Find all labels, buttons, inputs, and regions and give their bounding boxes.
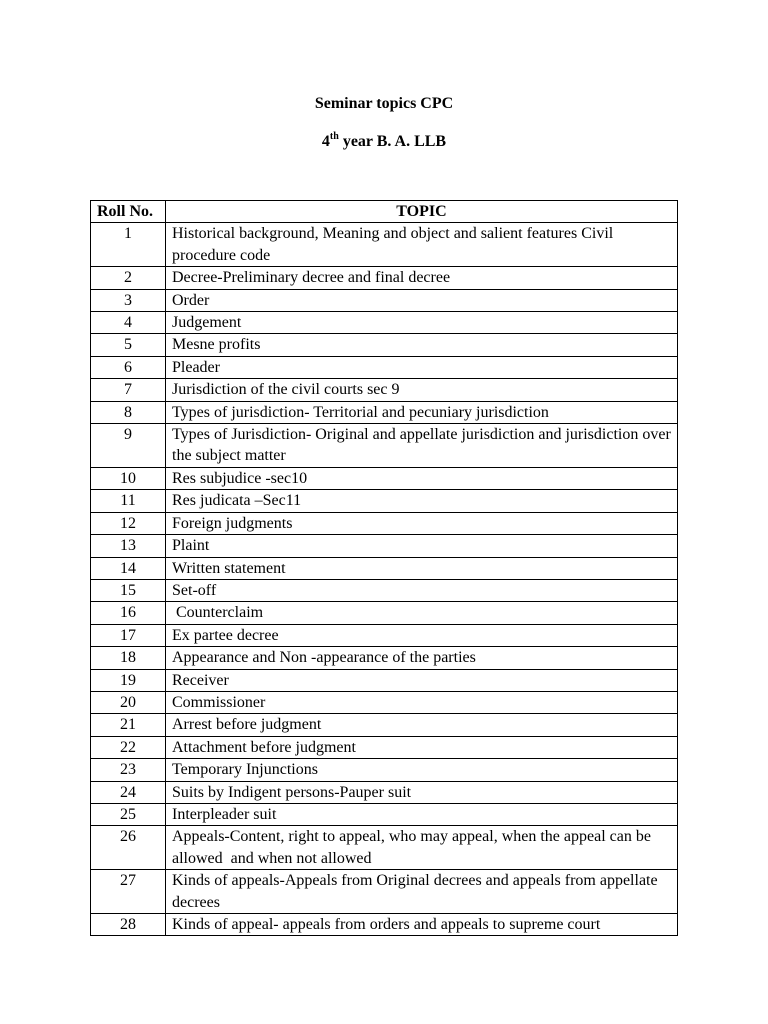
roll-number-cell: 8 bbox=[91, 401, 166, 423]
roll-number-cell: 2 bbox=[91, 267, 166, 289]
topic-cell: Res subjudice -sec10 bbox=[166, 467, 678, 489]
roll-number-cell: 10 bbox=[91, 467, 166, 489]
table-header-row bbox=[91, 201, 678, 223]
roll-number-cell: 27 bbox=[91, 870, 166, 914]
topic-cell: Appearance and Non -appearance of the parties bbox=[166, 647, 678, 669]
table-row bbox=[91, 914, 678, 936]
table-row bbox=[91, 312, 678, 334]
topic-cell: Types of Jurisdiction- Original and appellate jurisdiction and jurisdiction over the subject matter bbox=[166, 424, 678, 468]
table-row bbox=[91, 714, 678, 736]
topic-cell: Order bbox=[166, 289, 678, 311]
topic-cell: Receiver bbox=[166, 669, 678, 691]
document-title: Seminar topics CPC bbox=[314, 95, 454, 112]
subtitle-course: year B. A. LLB bbox=[338, 133, 447, 150]
topic-cell: Kinds of appeal- appeals from orders and appeals to supreme court bbox=[166, 914, 678, 936]
table-row bbox=[91, 512, 678, 534]
table-row bbox=[91, 467, 678, 489]
table-row bbox=[91, 579, 678, 601]
roll-number-cell: 21 bbox=[91, 714, 166, 736]
topic-cell: Interpleader suit bbox=[166, 803, 678, 825]
table-row bbox=[91, 424, 678, 468]
table-row bbox=[91, 870, 678, 914]
topic-cell: Judgement bbox=[166, 312, 678, 334]
topic-cell: Kinds of appeals-Appeals from Original decrees and appeals from appellate decrees bbox=[166, 870, 678, 914]
topic-cell: Jurisdiction of the civil courts sec 9 bbox=[166, 379, 678, 401]
topic-cell: Plaint bbox=[166, 535, 678, 557]
topic-cell: Appeals-Content, right to appeal, who may appeal, when the appeal can be allowed and when not allowed bbox=[166, 826, 678, 870]
roll-number-cell: 6 bbox=[91, 356, 166, 378]
roll-number-cell: 20 bbox=[91, 691, 166, 713]
table-row bbox=[91, 334, 678, 356]
table-row bbox=[91, 826, 678, 870]
table-row bbox=[91, 781, 678, 803]
roll-number-cell: 15 bbox=[91, 579, 166, 601]
topic-cell: Mesne profits bbox=[166, 334, 678, 356]
topic-rows bbox=[91, 223, 678, 936]
topic-cell: Written statement bbox=[166, 557, 678, 579]
table-row bbox=[91, 736, 678, 758]
roll-number-cell: 5 bbox=[91, 334, 166, 356]
topic-cell: Historical background, Meaning and object and salient features Civil procedure code bbox=[166, 223, 678, 267]
table-row bbox=[91, 602, 678, 624]
roll-number-cell: 13 bbox=[91, 535, 166, 557]
topic-header: TOPIC bbox=[166, 201, 678, 223]
topic-cell: Counterclaim bbox=[166, 602, 678, 624]
table-row bbox=[91, 803, 678, 825]
table-row bbox=[91, 267, 678, 289]
roll-number-cell: 18 bbox=[91, 647, 166, 669]
roll-number-cell: 25 bbox=[91, 803, 166, 825]
roll-number-cell: 24 bbox=[91, 781, 166, 803]
topic-cell: Commissioner bbox=[166, 691, 678, 713]
roll-number-cell: 4 bbox=[91, 312, 166, 334]
topic-cell: Arrest before judgment bbox=[166, 714, 678, 736]
table-row bbox=[91, 624, 678, 646]
roll-number-cell: 7 bbox=[91, 379, 166, 401]
topic-cell: Pleader bbox=[166, 356, 678, 378]
topic-cell: Ex partee decree bbox=[166, 624, 678, 646]
roll-number-cell: 22 bbox=[91, 736, 166, 758]
topic-cell: Res judicata –Sec11 bbox=[166, 490, 678, 512]
table-row bbox=[91, 669, 678, 691]
topic-cell: Decree-Preliminary decree and final decree bbox=[166, 267, 678, 289]
table-row bbox=[91, 356, 678, 378]
roll-number-cell: 3 bbox=[91, 289, 166, 311]
roll-number-cell: 17 bbox=[91, 624, 166, 646]
topic-cell: Attachment before judgment bbox=[166, 736, 678, 758]
table-row bbox=[91, 557, 678, 579]
roll-number-cell: 26 bbox=[91, 826, 166, 870]
subtitle-year-number: 4 bbox=[321, 133, 330, 150]
table-row bbox=[91, 647, 678, 669]
roll-number-header: Roll No. bbox=[91, 201, 166, 223]
roll-number-cell: 1 bbox=[91, 223, 166, 267]
seminar-topics-table bbox=[90, 200, 678, 936]
document-subtitle bbox=[0, 132, 768, 152]
table-row bbox=[91, 401, 678, 423]
roll-number-cell: 23 bbox=[91, 759, 166, 781]
topic-cell: Types of jurisdiction- Territorial and pecuniary jurisdiction bbox=[166, 401, 678, 423]
subtitle-ordinal-suffix: th bbox=[329, 130, 339, 142]
roll-number-cell: 19 bbox=[91, 669, 166, 691]
roll-number-cell: 14 bbox=[91, 557, 166, 579]
table-row bbox=[91, 289, 678, 311]
roll-number-cell: 16 bbox=[91, 602, 166, 624]
table-row bbox=[91, 379, 678, 401]
roll-number-cell: 9 bbox=[91, 424, 166, 468]
roll-number-cell: 11 bbox=[91, 490, 166, 512]
topic-cell: Temporary Injunctions bbox=[166, 759, 678, 781]
table-row bbox=[91, 535, 678, 557]
roll-number-cell: 12 bbox=[91, 512, 166, 534]
topic-cell: Suits by Indigent persons-Pauper suit bbox=[166, 781, 678, 803]
roll-number-cell: 28 bbox=[91, 914, 166, 936]
table-row bbox=[91, 490, 678, 512]
topic-cell: Set-off bbox=[166, 579, 678, 601]
topic-cell: Foreign judgments bbox=[166, 512, 678, 534]
table-row bbox=[91, 691, 678, 713]
table-row bbox=[91, 759, 678, 781]
table-row bbox=[91, 223, 678, 267]
